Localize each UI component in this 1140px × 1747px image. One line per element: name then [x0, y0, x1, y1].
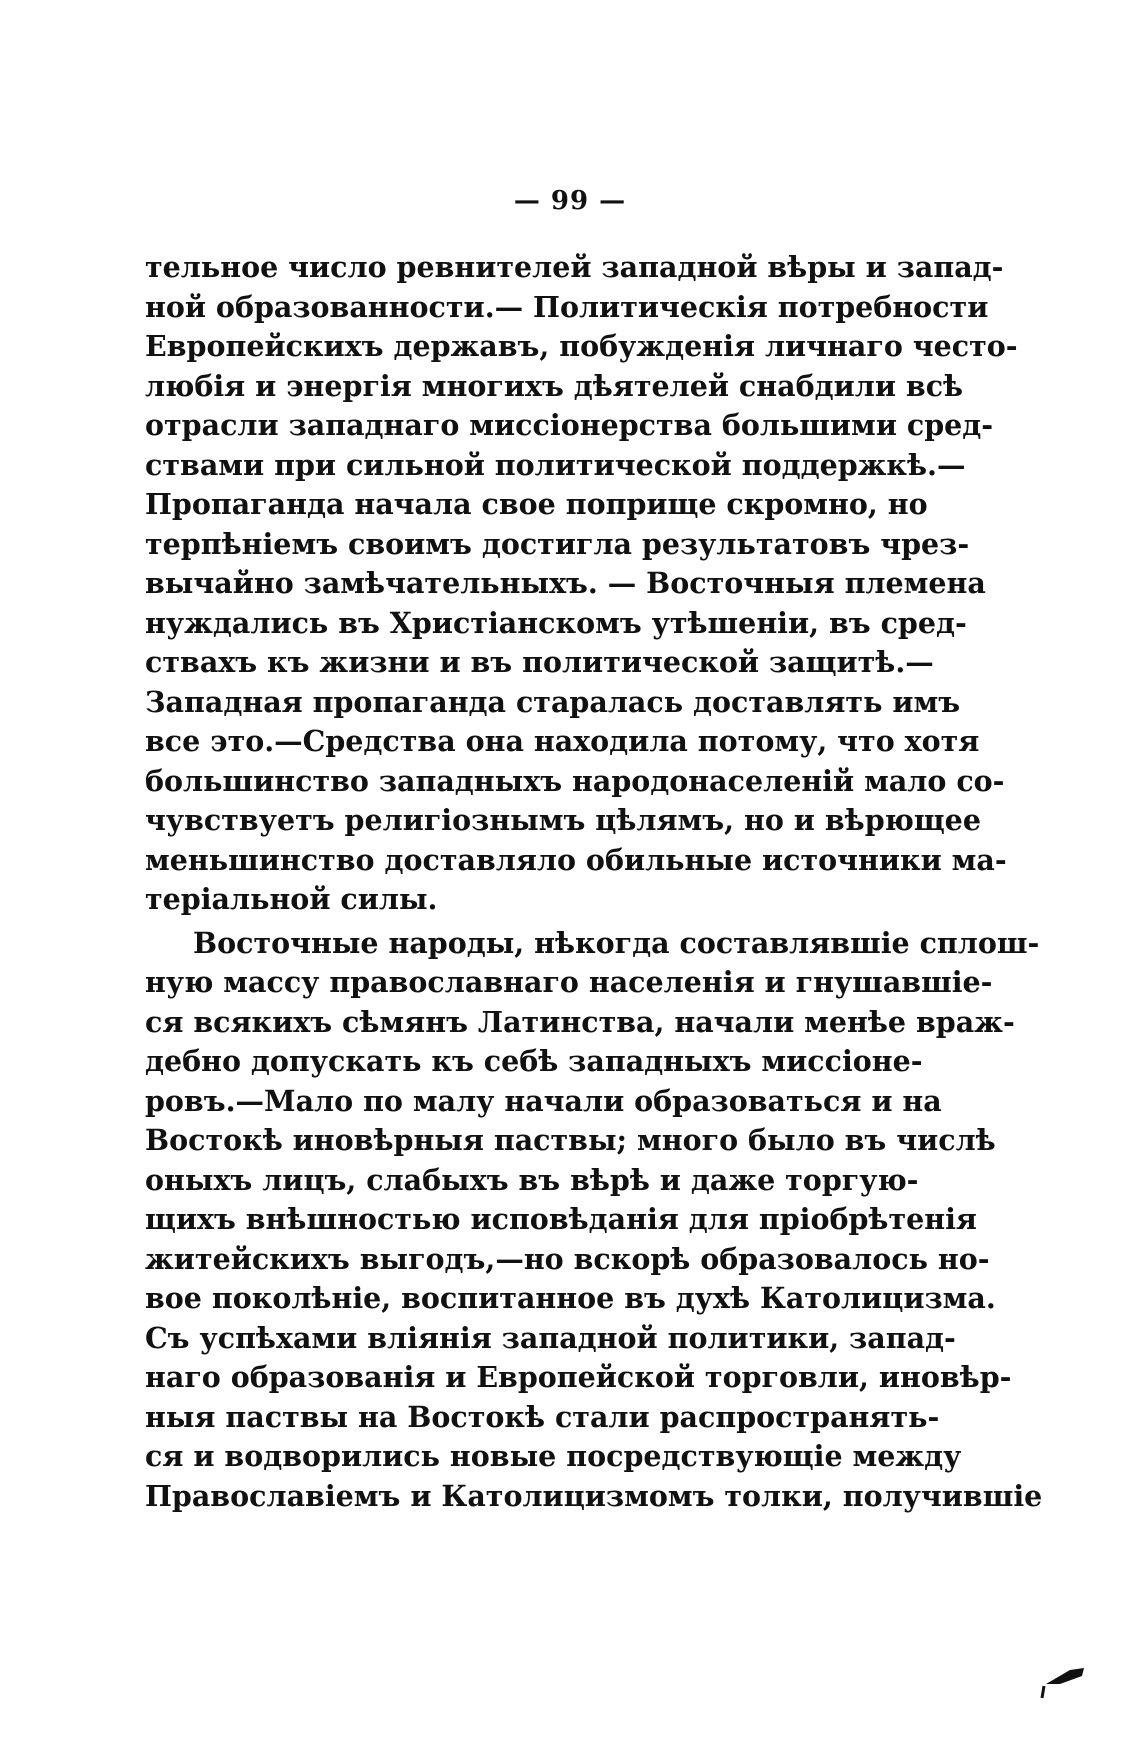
text-line: ную массу православнаго населенія и гнушавшіе- — [145, 965, 993, 999]
text-line: Съ успѣхами вліянія западной политики, запад- — [145, 1320, 956, 1355]
text-line: все это.—Средства она находила потому, что хотя — [145, 724, 980, 758]
text-line: вое поколѣніе, воспитанное въ духѣ Католицизма. — [145, 1281, 996, 1315]
text-line: любія и энергія многихъ дѣятелей снабдили всѣ — [145, 368, 964, 403]
text-line: большинство западныхъ народонаселеній мало со- — [145, 763, 1005, 798]
text-line: ровъ.—Мало по малу начали образоваться и на — [145, 1083, 942, 1118]
text-line: Востокѣ иновѣрныя паствы; много было въ числѣ — [145, 1123, 996, 1157]
text-line: Пропаганда начала свое поприще скромно, но — [145, 487, 928, 521]
text-line: вычайно замѣчательныхъ. — Восточныя племена — [145, 566, 986, 600]
text-line: ствами при сильной политической поддержкѣ.— — [145, 447, 966, 482]
page-number: — 99 — — [513, 186, 627, 216]
text-line: оныхъ лицъ, слабыхъ въ вѣрѣ и даже торгую- — [145, 1162, 919, 1197]
text-line: нуждались въ Христіанскомъ утѣшеніи, въ сред- — [145, 605, 967, 640]
text-line: житейскихъ выгодъ,—но вскорѣ образовалось но- — [145, 1241, 990, 1276]
text-line: тельное число ревнителей западной вѣры и запад- — [145, 250, 1004, 284]
text-line: щихъ внѣшностью исповѣданія для пріобрѣтенія — [145, 1202, 977, 1236]
text-line: чувствуетъ религіознымъ цѣлямъ, но и вѣрющее — [145, 803, 981, 837]
text-line: Западная пропаганда старалась доставлять имъ — [145, 684, 961, 719]
text-line: терпѣніемъ своимъ достигла результатовъ чрез- — [145, 526, 970, 561]
body-text — [145, 248, 1043, 1516]
text-line: ной образованности.— Политическія потребности — [145, 289, 989, 324]
text-line: наго образованія и Европейской торговли, иновѣр- — [145, 1360, 1012, 1394]
text-line: Православіемъ и Католицизмомъ толки, получившіе — [145, 1478, 1043, 1513]
text-line: Европейскихъ державъ, побужденія личнаго често- — [145, 329, 1018, 363]
paragraph-1 — [145, 248, 1018, 920]
text-line: ся и водворились новые посредствующіе между — [145, 1439, 962, 1473]
text-line: ствахъ къ жизни и въ политической защитѣ.— — [145, 645, 934, 679]
text-line: отрасли западнаго миссіонерства большими сред- — [145, 408, 994, 442]
paragraph-2 — [145, 924, 1043, 1517]
text-line: Восточные народы, нѣкогда составлявшіе сплош- — [193, 925, 1040, 960]
text-line: меньшинство доставляло обильные источники ма- — [145, 842, 1007, 877]
scan-mark-icon — [1040, 1662, 1088, 1700]
text-line: дебно допускать къ себѣ западныхъ миссіоне- — [145, 1044, 923, 1078]
text-line: ся всякихъ сѣмянъ Латинства, начали менѣе враж- — [145, 1004, 1015, 1039]
text-line: теріальной силы. — [145, 882, 438, 916]
text-line: ныя паствы на Востокѣ стали распространять- — [145, 1399, 940, 1434]
